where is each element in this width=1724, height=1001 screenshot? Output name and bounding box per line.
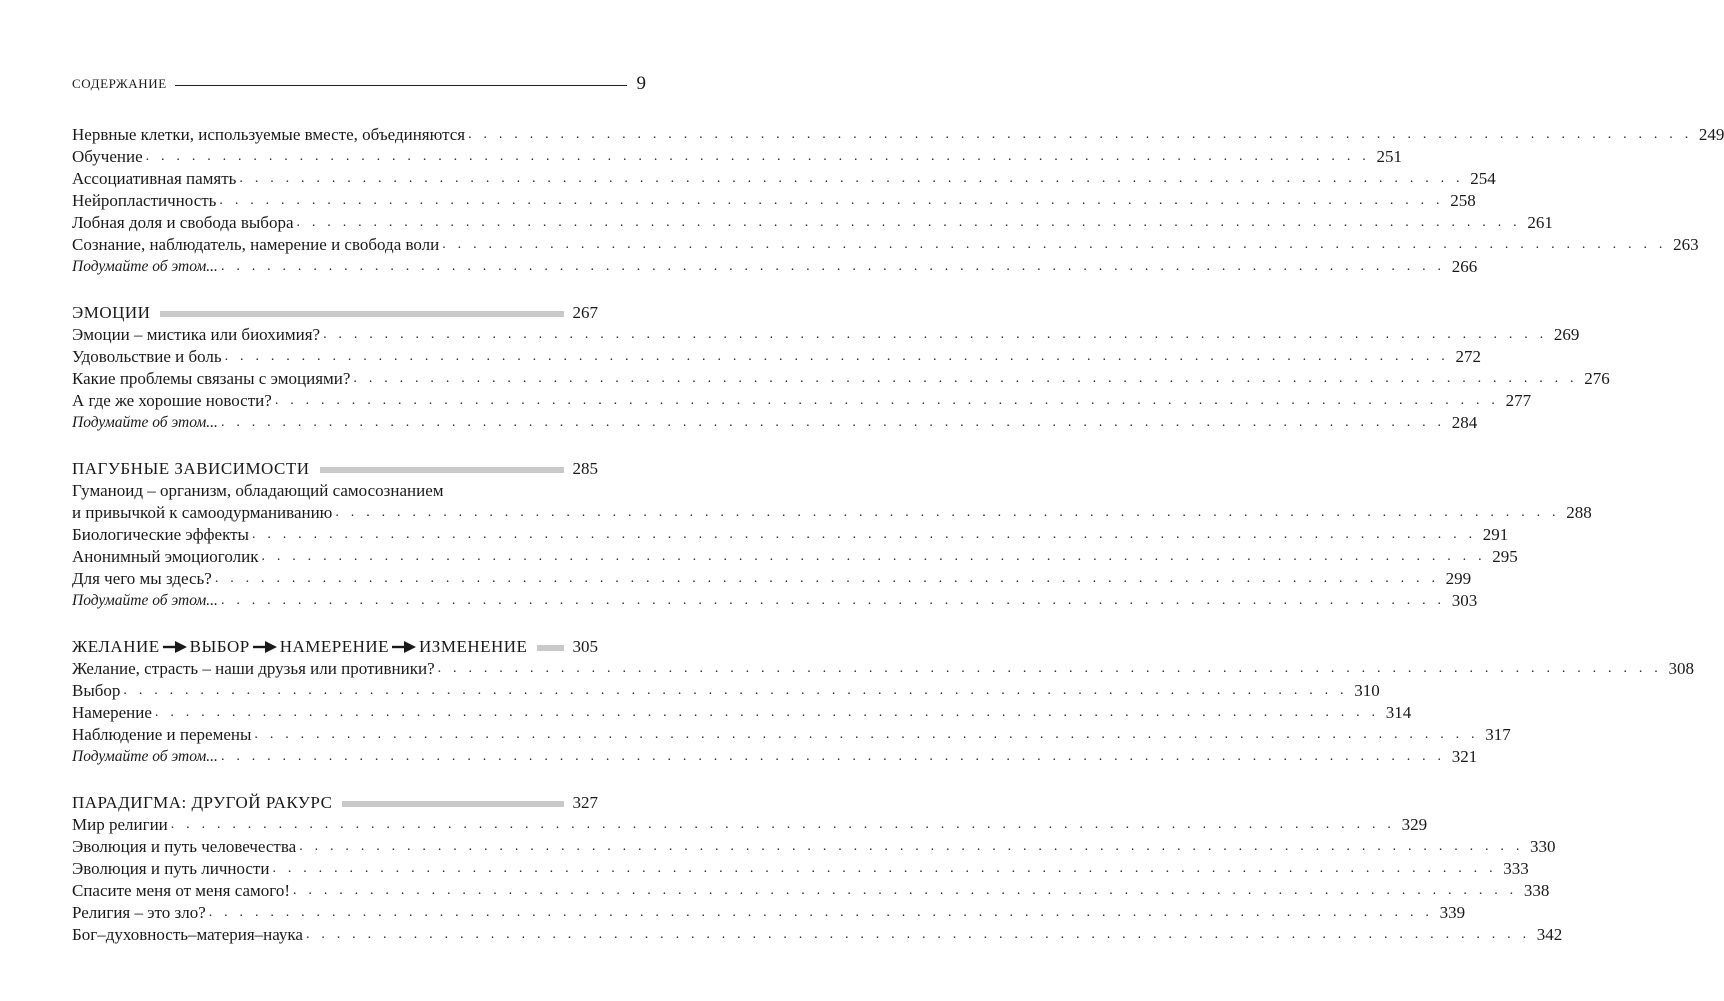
toc-leader: . . . . . . . . . . . . . . . . . . . . . . . . . . . . . . . . . . . . . . . . . . . . . . . . . . . . . . . . . . . . . . . . . . . . . . . . . . . . . . . . <box>208 905 1434 920</box>
toc-entry-title: Нервные клетки, используемые вместе, объединяются <box>72 125 466 144</box>
toc-leader: . . . . . . . . . . . . . . . . . . . . . . . . . . . . . . . . . . . . . . . . . . . . . . . . . . . . . . . . . . . . . . . . . . . . . . . . . . . . . . . . <box>437 661 1662 676</box>
toc-leader: . . . . . . . . . . . . . . . . . . . . . . . . . . . . . . . . . . . . . . . . . . . . . . . . . . . . . . . . . . . . . . . . . . . . . . . . . . . . . . . . <box>442 237 1667 252</box>
toc-leader: . . . . . . . . . . . . . . . . . . . . . . . . . . . . . . . . . . . . . . . . . . . . . . . . . . . . . . . . . . . . . . . . . . . . . . . . . . . . . . . . <box>335 505 1560 520</box>
toc-entry[interactable] <box>72 388 1532 410</box>
toc-entry[interactable] <box>72 566 1472 588</box>
toc-entry[interactable] <box>72 700 1412 722</box>
right-arrow-icon <box>392 641 416 653</box>
toc-entry-title: Ассоциативная память <box>72 169 237 188</box>
toc-entry-title: Гуманоид – организм, обладающий самосознанием <box>72 481 444 500</box>
toc-entry-title: Подумайте об этом... <box>72 592 218 609</box>
toc-leader: . . . . . . . . . . . . . . . . . . . . . . . . . . . . . . . . . . . . . . . . . . . . . . . . . . . . . . . . . . . . . . . . . . . . . . . . . . . . . . . . <box>296 215 1521 230</box>
section-title: ПАРАДИГМА: ДРУГОЙ РАКУРС <box>72 793 333 812</box>
toc-entry-page: 254 <box>1470 169 1496 188</box>
toc-leader: . . . . . . . . . . . . . . . . . . . . . . . . . . . . . . . . . . . . . . . . . . . . . . . . . . . . . . . . . . . . . . . . . . . . . . . . . . . . . . . . <box>261 549 1486 564</box>
toc-entry-page: 288 <box>1566 503 1592 522</box>
toc-entry-title: Подумайте об этом... <box>72 258 218 275</box>
toc-entry[interactable] <box>72 210 1553 232</box>
right-arrow-icon <box>253 641 277 653</box>
section-bar <box>160 311 564 317</box>
toc-entry-title: Подумайте об этом... <box>72 414 218 431</box>
toc-entry-page: 251 <box>1376 147 1402 166</box>
section-title-part: ЖЕЛАНИЕ <box>72 637 160 656</box>
toc-leader: . . . . . . . . . . . . . . . . . . . . . . . . . . . . . . . . . . . . . . . . . . . . . . . . . . . . . . . . . . . . . . . . . . . . . . . . . . . . . . . . <box>220 415 1446 430</box>
toc-entry-page: 303 <box>1451 591 1478 610</box>
toc-entry[interactable] <box>72 500 1592 522</box>
toc-entry-page: 338 <box>1523 881 1550 900</box>
toc-entry[interactable] <box>72 322 1580 344</box>
toc-entry-page: 269 <box>1553 325 1580 344</box>
toc-entry-title: Биологические эффекты <box>72 525 249 544</box>
toc-entry-page: 249 <box>1698 125 1724 144</box>
section-title-part: ИЗМЕНЕНИЕ <box>419 637 528 656</box>
toc-leader: . . . . . . . . . . . . . . . . . . . . . . . . . . . . . . . . . . . . . . . . . . . . . . . . . . . . . . . . . . . . . . . . . . . . . . . . . . . . . . . . <box>220 749 1446 764</box>
toc-entry-title: Религия – это зло? <box>72 903 206 922</box>
section-bar <box>537 645 564 651</box>
section-title <box>72 637 527 656</box>
toc-entry[interactable] <box>72 344 1481 366</box>
toc-entry-reflection[interactable] <box>72 254 1478 276</box>
section-heading-emotions[interactable] <box>72 300 598 322</box>
toc-leader: . . . . . . . . . . . . . . . . . . . . . . . . . . . . . . . . . . . . . . . . . . . . . . . . . . . . . . . . . . . . . . . . . . . . . . . . . . . . . . . . <box>224 349 1449 364</box>
toc-entry[interactable] <box>72 144 1402 166</box>
section-bar <box>342 801 564 807</box>
toc-entry-page: 330 <box>1530 837 1556 856</box>
toc-leader: . . . . . . . . . . . . . . . . . . . . . . . . . . . . . . . . . . . . . . . . . . . . . . . . . . . . . . . . . . . . . . . . . . . . . . . . . . . . . . . . <box>239 171 1464 186</box>
toc-entry-title: Сознание, наблюдатель, намерение и свобода воли <box>72 235 440 254</box>
toc-entry-title: Спасите меня от меня самого! <box>72 881 291 900</box>
toc-entry[interactable] <box>72 366 1610 388</box>
toc-entry[interactable] <box>72 900 1466 922</box>
toc-entry-page: 295 <box>1492 547 1518 566</box>
section-bar <box>320 467 564 473</box>
toc-leader: . . . . . . . . . . . . . . . . . . . . . . . . . . . . . . . . . . . . . . . . . . . . . . . . . . . . . . . . . . . . . . . . . . . . . . . . . . . . . . . . <box>305 927 1531 942</box>
toc-leader: . . . . . . . . . . . . . . . . . . . . . . . . . . . . . . . . . . . . . . . . . . . . . . . . . . . . . . . . . . . . . . . . . . . . . . . . . . . . . . . . <box>170 817 1396 832</box>
toc-entry-page: 310 <box>1354 681 1380 700</box>
toc-entry-page: 263 <box>1673 235 1699 254</box>
toc-entry-page: 314 <box>1385 703 1412 722</box>
section-page: 327 <box>572 793 598 812</box>
section-heading-addictions[interactable] <box>72 456 598 478</box>
section-heading-paradigm[interactable] <box>72 790 598 812</box>
toc-leader: . . . . . . . . . . . . . . . . . . . . . . . . . . . . . . . . . . . . . . . . . . . . . . . . . . . . . . . . . . . . . . . . . . . . . . . . . . . . . . . . <box>353 371 1578 386</box>
page-number: 9 <box>636 73 646 94</box>
toc-entry-page: 299 <box>1445 569 1472 588</box>
running-head-rule <box>175 85 627 86</box>
toc-leader: . . . . . . . . . . . . . . . . . . . . . . . . . . . . . . . . . . . . . . . . . . . . . . . . . . . . . . . . . . . . . . . . . . . . . . . . . . . . . . . . <box>323 327 1548 342</box>
toc-leader: . . . . . . . . . . . . . . . . . . . . . . . . . . . . . . . . . . . . . . . . . . . . . . . . . . . . . . . . . . . . . . . . . . . . . . . . . . . . . . . . <box>220 259 1446 274</box>
toc-entry[interactable] <box>72 722 1511 744</box>
toc-entry-reflection[interactable] <box>72 588 1478 610</box>
running-head <box>72 73 646 95</box>
toc-leader: . . . . . . . . . . . . . . . . . . . . . . . . . . . . . . . . . . . . . . . . . . . . . . . . . . . . . . . . . . . . . . . . . . . . . . . . . . . . . . . . <box>219 193 1444 208</box>
toc-entry-title: Лобная доля и свобода выбора <box>72 213 294 232</box>
toc-entry-first-line[interactable] <box>72 478 598 500</box>
toc-leader: . . . . . . . . . . . . . . . . . . . . . . . . . . . . . . . . . . . . . . . . . . . . . . . . . . . . . . . . . . . . . . . . . . . . . . . . . . . . . . . . <box>274 393 1500 408</box>
toc-entry[interactable] <box>72 922 1563 944</box>
toc-entry-title: Бог–духовность–материя–наука <box>72 925 303 944</box>
running-head-title: СОДЕРЖАНИЕ <box>72 76 167 91</box>
section-title-part: ВЫБОР <box>189 637 250 656</box>
toc-entry-title: Эволюция и путь личности <box>72 859 270 878</box>
toc-entry[interactable] <box>72 878 1550 900</box>
toc-entry-page: 333 <box>1503 859 1529 878</box>
toc-entry-reflection[interactable] <box>72 410 1478 432</box>
toc-leader: . . . . . . . . . . . . . . . . . . . . . . . . . . . . . . . . . . . . . . . . . . . . . . . . . . . . . . . . . . . . . . . . . . . . . . . . . . . . . . . . <box>123 683 1348 698</box>
toc-entry-continuation: и привычкой к самоодурманиванию <box>72 503 333 522</box>
toc-entry-title: Мир религии <box>72 815 168 834</box>
toc-entry-page: 321 <box>1451 747 1478 766</box>
toc-entry-title: Нейропластичность <box>72 191 217 210</box>
toc-leader: . . . . . . . . . . . . . . . . . . . . . . . . . . . . . . . . . . . . . . . . . . . . . . . . . . . . . . . . . . . . . . . . . . . . . . . . . . . . . . . . <box>254 727 1479 742</box>
toc-leader: . . . . . . . . . . . . . . . . . . . . . . . . . . . . . . . . . . . . . . . . . . . . . . . . . . . . . . . . . . . . . . . . . . . . . . . . . . . . . . . . <box>293 883 1518 898</box>
section-page: 305 <box>572 637 598 656</box>
toc-entry-page: 266 <box>1451 257 1478 276</box>
section-title-part: НАМЕРЕНИЕ <box>279 637 390 656</box>
toc-entry-title: Наблюдение и перемены <box>72 725 252 744</box>
toc-entry-page: 317 <box>1485 725 1511 744</box>
toc-entry[interactable] <box>72 122 1724 144</box>
toc-entry-title: Обучение <box>72 147 143 166</box>
toc-entry-page: 284 <box>1451 413 1478 432</box>
toc-entry-title: Выбор <box>72 681 121 700</box>
toc-entry[interactable] <box>72 856 1529 878</box>
table-of-contents <box>72 122 1724 944</box>
toc-entry-title: Желание, страсть – наши друзья или противники? <box>72 659 435 678</box>
toc-entry-title: Эволюция и путь человечества <box>72 837 297 856</box>
toc-entry[interactable] <box>72 656 1694 678</box>
toc-entry[interactable] <box>72 188 1476 210</box>
toc-leader: . . . . . . . . . . . . . . . . . . . . . . . . . . . . . . . . . . . . . . . . . . . . . . . . . . . . . . . . . . . . . . . . . . . . . . . . . . . . . . . . <box>214 571 1440 586</box>
toc-entry-title: Подумайте об этом... <box>72 748 218 765</box>
toc-entry-page: 342 <box>1536 925 1563 944</box>
toc-leader: . . . . . . . . . . . . . . . . . . . . . . . . . . . . . . . . . . . . . . . . . . . . . . . . . . . . . . . . . . . . . . . . . . . . . . . . . . . . . . . . <box>272 861 1497 876</box>
toc-leader: . . . . . . . . . . . . . . . . . . . . . . . . . . . . . . . . . . . . . . . . . . . . . . . . . . . . . . . . . . . . . . . . . . . . . . . . . . . . . . . . <box>154 705 1380 720</box>
section-title: ЭМОЦИИ <box>72 303 151 322</box>
toc-leader: . . . . . . . . . . . . . . . . . . . . . . . . . . . . . . . . . . . . . . . . . . . . . . . . . . . . . . . . . . . . . . . . . . . . . . . . . . . . . . . . <box>251 527 1477 542</box>
toc-entry-page: 308 <box>1668 659 1694 678</box>
section-page: 267 <box>572 303 598 322</box>
toc-entry[interactable] <box>72 678 1380 700</box>
toc-entry-title: Какие проблемы связаны с эмоциями? <box>72 369 351 388</box>
toc-entry-title: Намерение <box>72 703 152 722</box>
toc-entry-page: 329 <box>1401 815 1428 834</box>
toc-entry-page: 261 <box>1527 213 1553 232</box>
toc-entry-title: Для чего мы здесь? <box>72 569 212 588</box>
toc-entry-page: 272 <box>1455 347 1481 366</box>
toc-leader: . . . . . . . . . . . . . . . . . . . . . . . . . . . . . . . . . . . . . . . . . . . . . . . . . . . . . . . . . . . . . . . . . . . . . . . . . . . . . . . . <box>468 127 1693 142</box>
toc-entry-title: Эмоции – мистика или биохимия? <box>72 325 321 344</box>
toc-entry[interactable] <box>72 544 1518 566</box>
toc-leader: . . . . . . . . . . . . . . . . . . . . . . . . . . . . . . . . . . . . . . . . . . . . . . . . . . . . . . . . . . . . . . . . . . . . . . . . . . . . . . . . <box>220 593 1446 608</box>
toc-entry[interactable] <box>72 812 1428 834</box>
section-heading-desire-choice[interactable] <box>72 634 598 656</box>
toc-entry[interactable] <box>72 834 1556 856</box>
toc-entry-reflection[interactable] <box>72 744 1478 766</box>
section-title: ПАГУБНЫЕ ЗАВИСИМОСТИ <box>72 459 310 478</box>
toc-entry[interactable] <box>72 232 1699 254</box>
section-page: 285 <box>572 459 598 478</box>
toc-entry-page: 291 <box>1482 525 1509 544</box>
toc-entry-page: 276 <box>1584 369 1610 388</box>
toc-entry-title: Удовольствие и боль <box>72 347 222 366</box>
toc-entry-page: 339 <box>1439 903 1466 922</box>
toc-entry[interactable] <box>72 166 1496 188</box>
toc-entry-page: 258 <box>1450 191 1476 210</box>
toc-leader: . . . . . . . . . . . . . . . . . . . . . . . . . . . . . . . . . . . . . . . . . . . . . . . . . . . . . . . . . . . . . . . . . . . . . . . . . . . . . . . . <box>299 839 1524 854</box>
toc-leader: . . . . . . . . . . . . . . . . . . . . . . . . . . . . . . . . . . . . . . . . . . . . . . . . . . . . . . . . . . . . . . . . . . . . . . . . . . . . . . . . <box>145 149 1370 164</box>
toc-entry[interactable] <box>72 522 1509 544</box>
right-arrow-icon <box>163 641 187 653</box>
toc-entry-title: А где же хорошие новости? <box>72 391 272 410</box>
toc-entry-page: 277 <box>1505 391 1532 410</box>
toc-entry-title: Анонимный эмоциоголик <box>72 547 259 566</box>
